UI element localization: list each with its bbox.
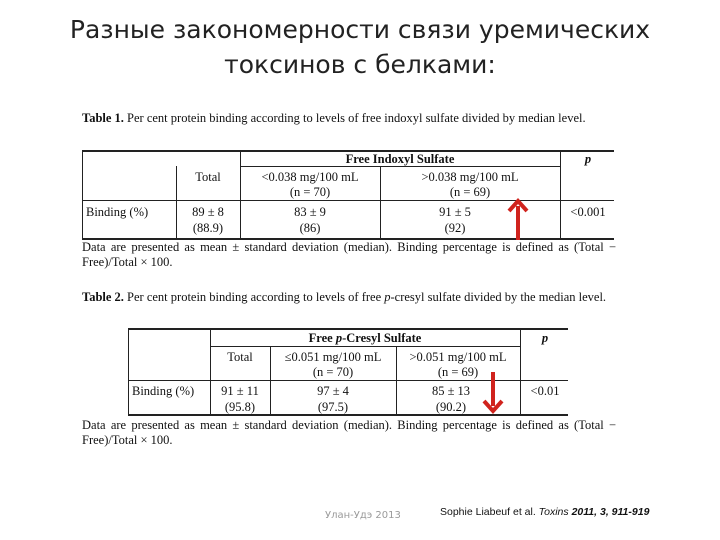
table1-col-total: Total [195, 170, 221, 184]
footer-citation [440, 506, 649, 518]
table1-row-label: Binding (%) [86, 205, 149, 219]
table2-label: Table 2. [82, 290, 124, 304]
table2-group-header-pre: Free [308, 331, 336, 345]
footer-citation-ref: 2011, 3, 911-919 [571, 506, 650, 518]
table1-col-high-n: (n = 69) [449, 185, 491, 199]
table1-label: Table 1. [82, 111, 124, 125]
table2-group-header-post: -Cresyl Sulfate [342, 331, 422, 345]
table2-group-rule [210, 346, 520, 347]
table1-p-value: <0.001 [570, 205, 606, 219]
table2-caption-pre: Per cent protein binding according to levels of free [127, 290, 385, 304]
table1-low-median: (86) [299, 221, 321, 235]
table1-total-median: (88.9) [192, 221, 224, 235]
slide-title-line-1: Разные закономерности связи уремических [69, 15, 651, 44]
table2-col-total: Total [227, 350, 253, 364]
table2-low-mean: 97 ± 4 [317, 384, 349, 398]
table1-low-mean: 83 ± 9 [294, 205, 326, 219]
table1-total-mean: 89 ± 8 [192, 205, 224, 219]
table2-total-mean: 91 ± 11 [221, 384, 259, 398]
table1-col-high: >0.038 mg/100 mL [421, 170, 519, 184]
arrow-down-icon [482, 370, 504, 414]
table1-col-low: <0.038 mg/100 mL [261, 170, 359, 184]
footer-authors: Sophie Liabeuf et al. [440, 506, 536, 518]
table1-high-mean: 91 ± 5 [439, 205, 471, 219]
table2-vline [128, 328, 129, 414]
slide-title-line-2: токсинов с белками: [224, 50, 496, 79]
table2-col-high-n: (n = 69) [437, 365, 479, 379]
footer-location: Улан-Удэ 2013 [325, 510, 401, 521]
table2-col-high: >0.051 mg/100 mL [409, 350, 507, 364]
table1-p-header: p [584, 152, 592, 166]
table2-group-header-italic: p [335, 331, 343, 345]
table2-vline [520, 328, 521, 414]
footer-journal: Toxins [538, 506, 569, 518]
table2-high-median: (90.2) [435, 400, 467, 414]
table1-caption-text: Per cent protein binding according to levels of free indoxyl sulfate divided by median level. [127, 111, 586, 125]
table2-caption-italic: p [384, 290, 391, 304]
table2-total-median: (95.8) [224, 400, 256, 414]
table2-row-label: Binding (%) [132, 384, 195, 398]
table2-group-header [210, 330, 520, 346]
table1-footnote: Data are presented as mean ± standard deviation (median). Binding percentage is defined as (Total − Free)/Total × 100. [82, 240, 616, 269]
table2-p-value: <0.01 [530, 384, 560, 398]
table2-low-median: (97.5) [317, 400, 349, 414]
table1-high-median: (92) [444, 221, 466, 235]
table2-p-header: p [541, 331, 549, 345]
table2-caption-post: -cresyl sulfate divided by the median level. [390, 290, 607, 304]
table2-col-low-n: (n = 70) [312, 365, 354, 379]
table2-high-mean: 85 ± 13 [431, 384, 471, 398]
table1-group-header: Free Indoxyl Sulfate [345, 152, 455, 166]
table1-col-low-n: (n = 70) [289, 185, 331, 199]
table2-footnote: Data are presented as mean ± standard deviation (median). Binding percentage is defined as (Total − Free)/Total × 100. [82, 418, 616, 447]
table2-col-low: ≤0.051 mg/100 mL [284, 350, 382, 364]
